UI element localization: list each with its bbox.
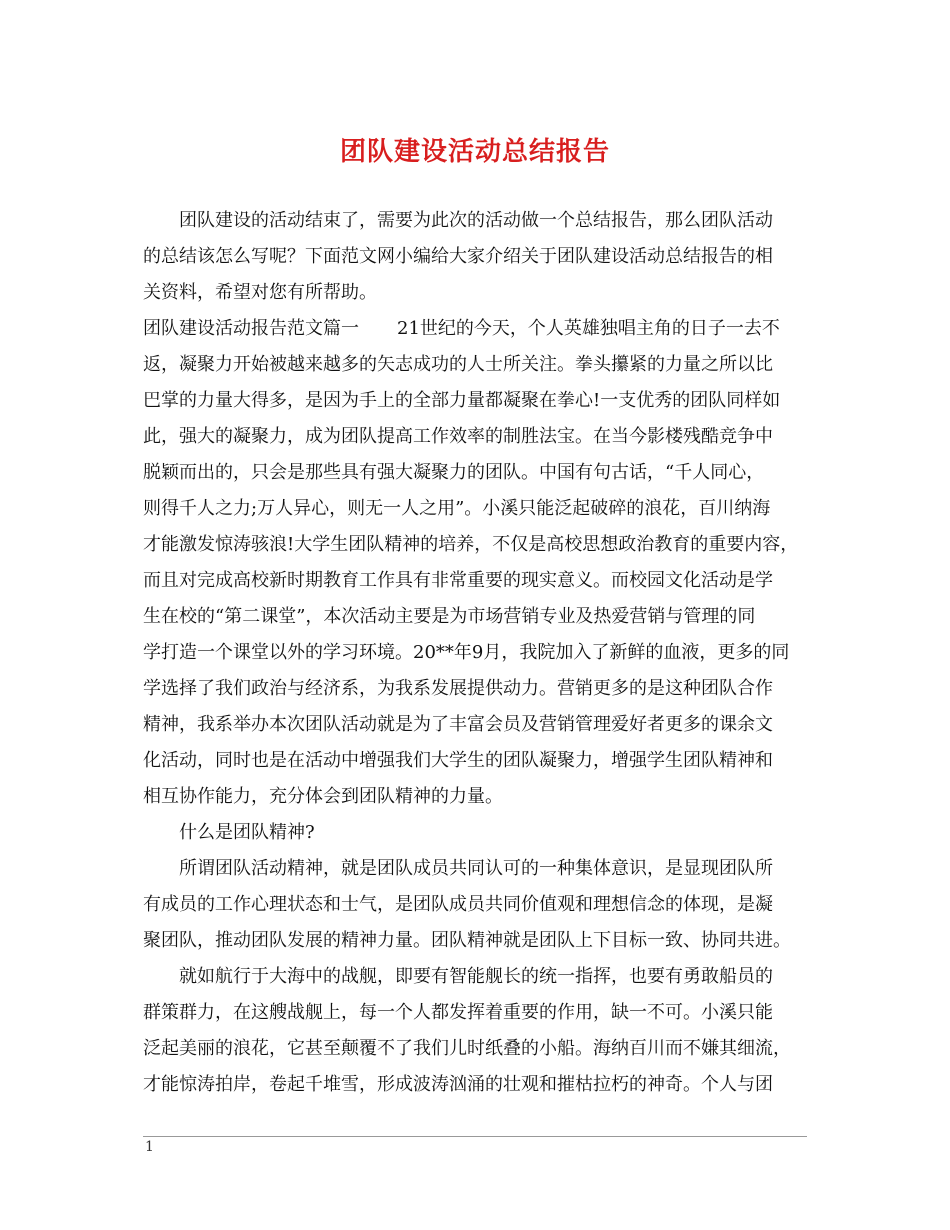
page-number: 1	[145, 1139, 154, 1155]
body-line: 才能惊涛拍岸，卷起千堆雪，形成波涛汹涌的壮观和摧枯拉朽的神奇。个人与团	[143, 1074, 773, 1095]
document-title: 团队建设活动总结报告	[339, 137, 610, 167]
document-body	[143, 203, 813, 1103]
body-line: 团队建设的活动结束了，需要为此次的活动做一个总结报告，那么团队活动	[143, 210, 773, 231]
footer-divider	[143, 1136, 807, 1137]
body-line: 学选择了我们政治与经济系，为我系发展提供动力。营销更多的是这种团队合作	[143, 678, 773, 699]
subheading-line: 什么是团队精神?	[143, 822, 315, 843]
body-line: 关资料，希望对您有所帮助。	[143, 282, 377, 303]
body-line: 有成员的工作心理状态和士气，是团队成员共同价值观和理想信念的体现，是凝	[143, 894, 773, 915]
section-line	[143, 311, 813, 347]
body-line: 所谓团队活动精神，就是团队成员共同认可的一种集体意识，是显现团队所	[143, 858, 773, 879]
body-line: 聚团队，推动团队发展的精神力量。团队精神就是团队上下目标一致、协同共进。	[143, 930, 791, 951]
body-line: 返，凝聚力开始被越来越多的矢志成功的人士所关注。拳头攥紧的力量之所以比	[143, 354, 773, 375]
body-line: 精神，我系举办本次团队活动就是为了丰富会员及营销管理爱好者更多的课余文	[143, 714, 773, 735]
body-line: 学打造一个课堂以外的学习环境。20**年9月，我院加入了新鲜的血液，更多的同	[143, 642, 790, 663]
body-line: 就如航行于大海中的战舰，即要有智能舰长的统一指挥，也要有勇敢船员的	[143, 966, 773, 987]
body-line: 化活动，同时也是在活动中增强我们大学生的团队凝聚力，增强学生团队精神和	[143, 750, 773, 771]
body-line: 群策群力，在这艘战舰上，每一个人都发挥着重要的作用，缺一不可。小溪只能	[143, 1002, 773, 1023]
body-line: 巴掌的力量大得多，是因为手上的全部力量都凝聚在拳心!一支优秀的团队同样如	[143, 390, 781, 411]
body-line-text: 21世纪的今天，个人英雄独唱主角的日子一去不	[397, 318, 780, 339]
body-line: 泛起美丽的浪花，它甚至颠覆不了我们儿时纸叠的小船。海纳百川而不嫌其细流，	[143, 1038, 791, 1059]
body-line: 此，强大的凝聚力，成为团队提高工作效率的制胜法宝。在当今影楼残酷竞争中	[143, 426, 773, 447]
body-line: 而且对完成高校新时期教育工作具有非常重要的现实意义。而校园文化活动是学	[143, 570, 773, 591]
body-line: 相互协作能力，充分体会到团队精神的力量。	[143, 786, 503, 807]
body-line: 生在校的“第二课堂”，本次活动主要是为市场营销专业及热爱营销与管理的同	[143, 606, 756, 627]
body-line: 才能激发惊涛骇浪!大学生团队精神的培养，不仅是高校思想政治教育的重要内容，	[143, 534, 799, 555]
body-line: 脱颖而出的，只会是那些具有强大凝聚力的团队。中国有句古话，“千人同心，	[143, 462, 765, 483]
body-line: 的总结该怎么写呢？下面范文网小编给大家介绍关于团队建设活动总结报告的相	[143, 246, 773, 267]
body-line: 则得千人之力;万人异心，则无一人之用”。小溪只能泛起破碎的浪花，百川纳海	[143, 498, 771, 519]
section-heading: 团队建设活动报告范文篇一	[143, 318, 359, 339]
